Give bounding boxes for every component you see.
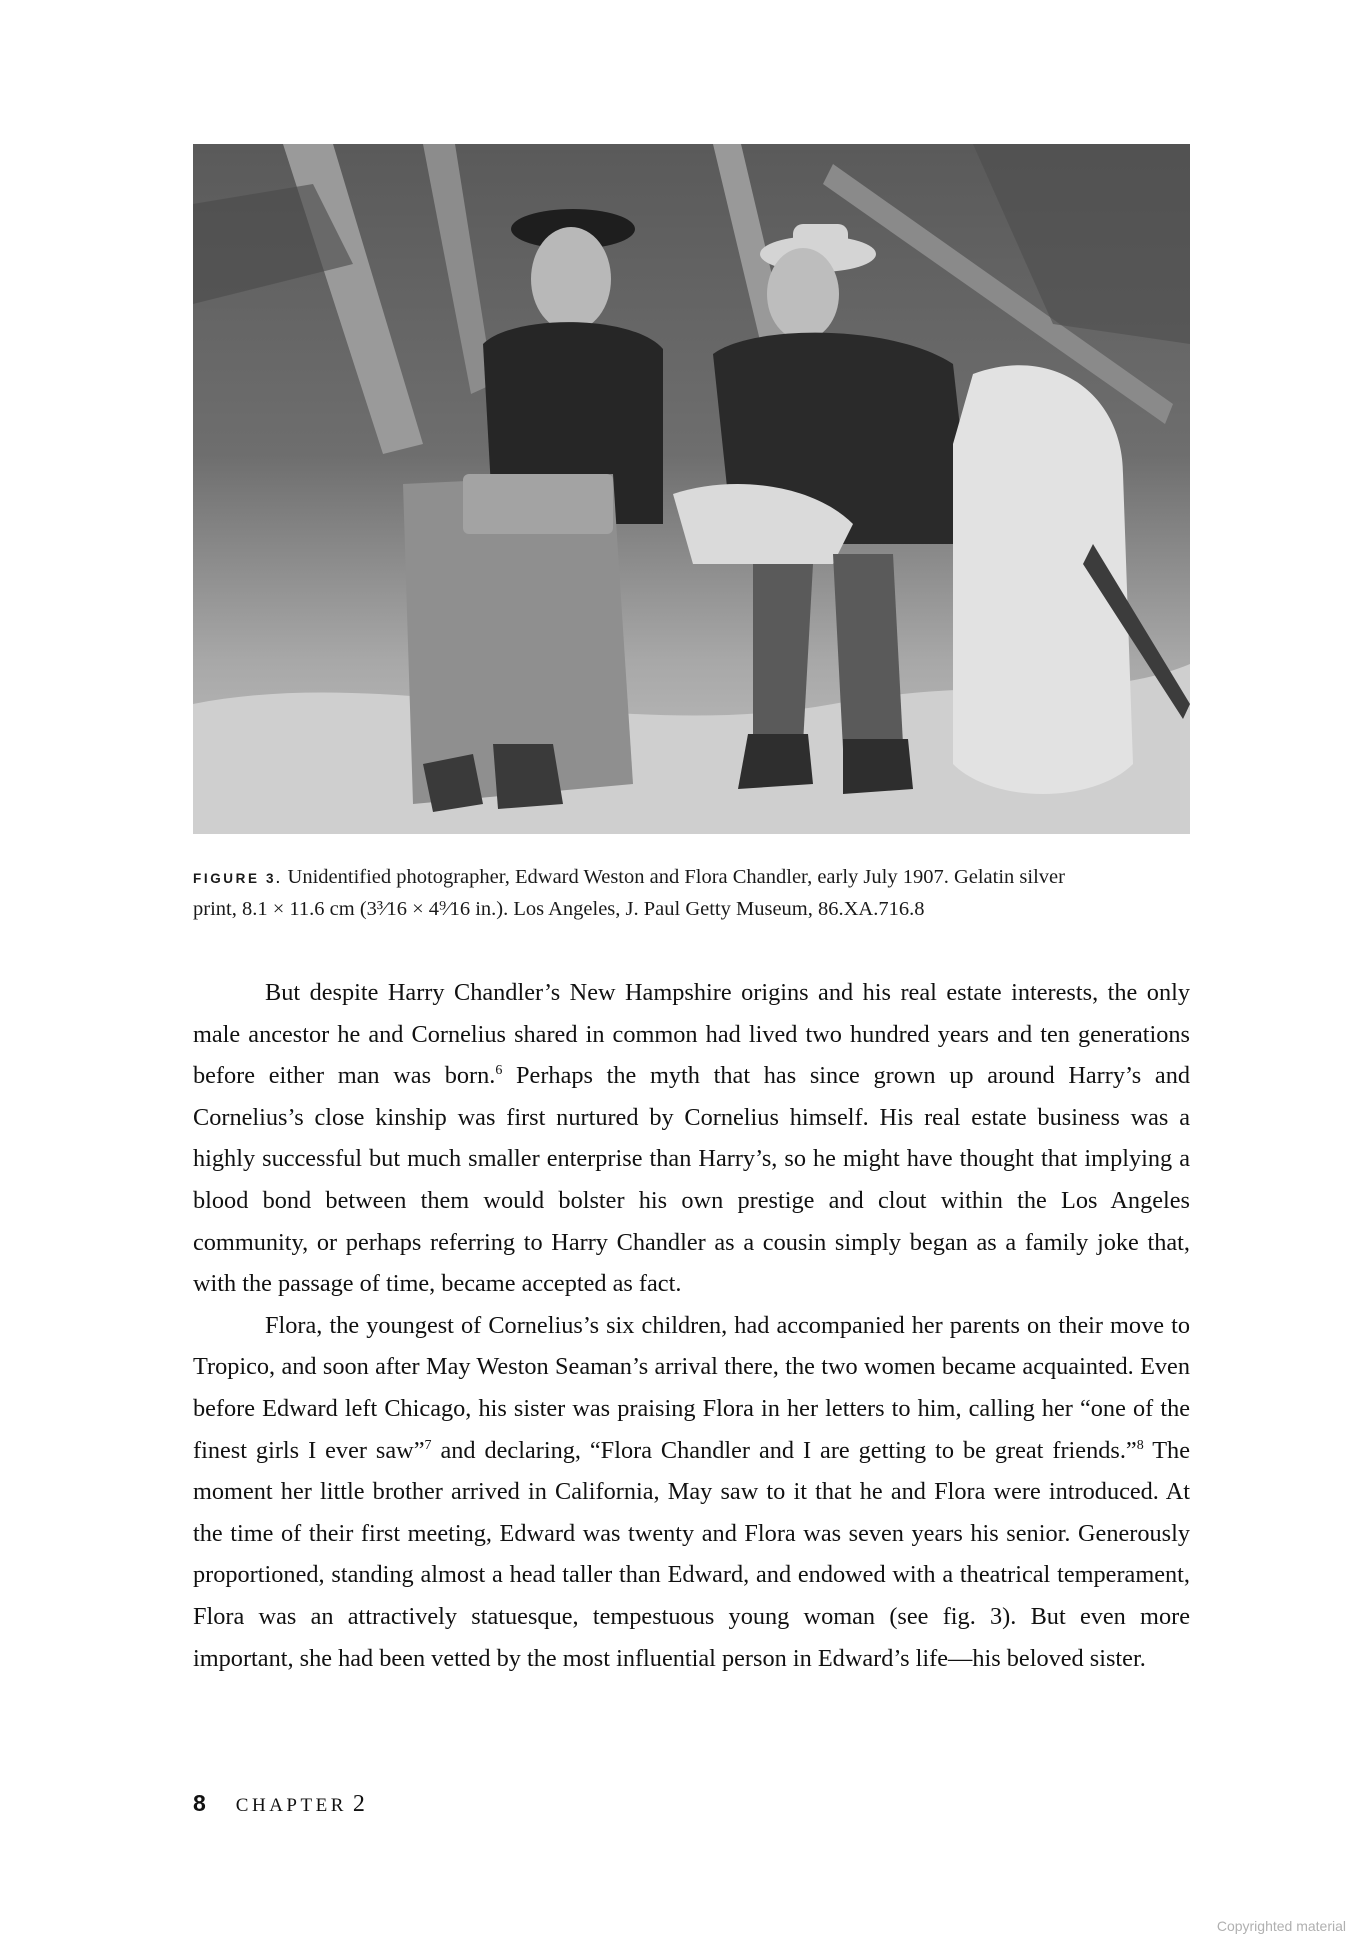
footnote-marker: 7 <box>424 1437 432 1453</box>
paragraph-text: The moment her little brother arrived in California, May saw to it that he and Flora were introduced. At the time of their first meeting, Edward was twenty and Flora was seven years his senior. Generously proportioned, standing almost a head taller than Edward, and endowed with a theatrical temperament, Flora was an attractively statuesque, tempestuous young woman (see fig. 3). But even more important, she had been vetted by the most influential person in Edward’s life—his beloved sister. <box>193 1436 1190 1672</box>
paragraph-text: Perhaps the myth that has since grown up around Harry’s and Cornelius’s close kinship was first nurtured by Cornelius himself. His real estate business was a highly successful but much smaller enterprise than Harry’s, so he might have thought that implying a blood bond between them would bolster his own prestige and clout within the Los Angeles community, or perhaps referring to Harry Chandler as a cousin simply began as a family joke that, with the passage of time, became accepted as fact. <box>193 1062 1190 1298</box>
page-number: 8 <box>193 1790 206 1816</box>
body-text <box>193 972 1190 1679</box>
caption-text-line2: print, 8.1 × 11.6 cm (3³⁄16 × 4⁹⁄16 in.). Los Angeles, J. Paul Getty Museum, 86.XA.716.8 <box>193 898 925 920</box>
body-paragraph <box>193 972 1190 1305</box>
figure-label: FIGURE 3. <box>193 871 283 886</box>
chapter-number: 2 <box>352 1791 365 1817</box>
photograph-illustration <box>193 144 1190 834</box>
page-footer <box>193 1790 365 1826</box>
paragraph-text: and declaring, “Flora Chandler and I are getting to be great friends.” <box>431 1436 1137 1464</box>
figure-photograph <box>193 144 1190 834</box>
running-head-label: CHAPTER <box>235 1795 347 1816</box>
body-paragraph <box>193 1305 1190 1679</box>
running-head <box>236 1791 365 1818</box>
paragraph-text: Flora, the youngest of Cornelius’s six children, had accompanied her parents on their move to Tropico, and soon after May Weston Seaman’s arrival there, the two women became acquainted. Even before Edward left Chicago, his sister was praising Flora in her letters to him, calling her “one of the finest girls I ever saw” <box>193 1311 1190 1464</box>
copyright-watermark: Copyrighted material <box>1216 1918 1346 1934</box>
caption-text-line1: Unidentified photographer, Edward Weston and Flora Chandler, early July 1907. Gelatin silver <box>287 866 1065 888</box>
footnote-marker: 8 <box>1136 1437 1144 1453</box>
paragraph-text: But despite Harry Chandler’s New Hampshire origins and his real estate interests, the only male ancestor he and Cornelius shared in common had lived two hundred years and ten generations before either man was born. <box>193 979 1190 1090</box>
footnote-marker: 6 <box>495 1063 503 1079</box>
figure-caption <box>193 862 1193 925</box>
